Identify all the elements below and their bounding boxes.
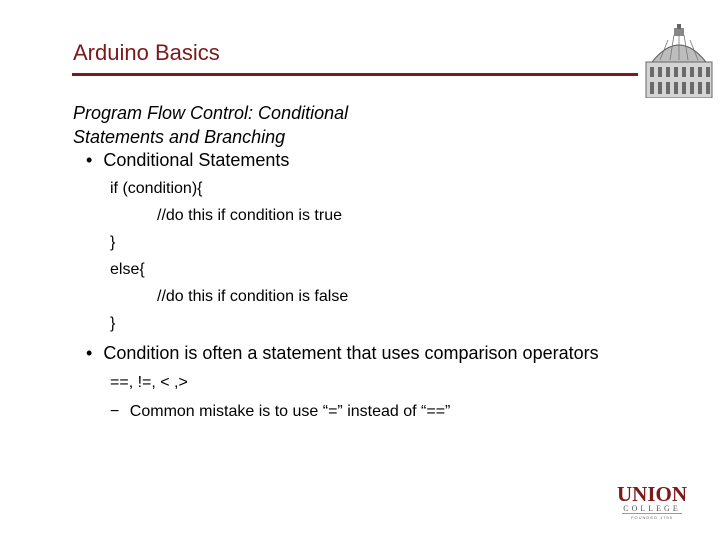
subtitle-line-2: Statements and Branching <box>73 127 286 147</box>
code-line-if: if (condition){ <box>110 180 203 197</box>
bullet-text: Condition is often a statement that uses comparison operators <box>103 343 599 363</box>
dash-symbol: − <box>110 403 120 420</box>
title-divider <box>72 73 638 76</box>
code-line-close-brace: } <box>110 234 116 251</box>
slide-subtitle <box>73 101 348 149</box>
logo-college-text: COLLEGE <box>623 504 681 513</box>
slide-title: Arduino Basics <box>73 40 220 65</box>
building-dome-icon <box>638 22 720 98</box>
bullet-text: Conditional Statements <box>103 150 290 170</box>
bullet-symbol: • <box>86 343 93 363</box>
common-mistake-note <box>110 403 450 421</box>
note-text: Common mistake is to use “=” instead of “==” <box>129 403 451 420</box>
bullet-symbol: • <box>86 150 93 170</box>
code-line-true-comment: //do this if condition is true <box>157 207 342 224</box>
code-line-close-brace-2: } <box>110 315 116 332</box>
logo-founded-text: FOUNDED 1795 <box>631 515 673 520</box>
bullet-conditional-statements <box>86 150 289 171</box>
logo-union-text: UNION <box>616 482 687 506</box>
logo-divider <box>622 513 682 514</box>
union-college-logo <box>612 482 692 522</box>
subtitle-line-1: Program Flow Control: Conditional <box>73 103 349 123</box>
code-line-false-comment: //do this if condition is false <box>157 288 349 305</box>
bullet-comparison-operators <box>86 343 599 364</box>
operators-list: ==, !=, < ,> <box>110 374 188 391</box>
code-line-else: else{ <box>110 261 145 278</box>
